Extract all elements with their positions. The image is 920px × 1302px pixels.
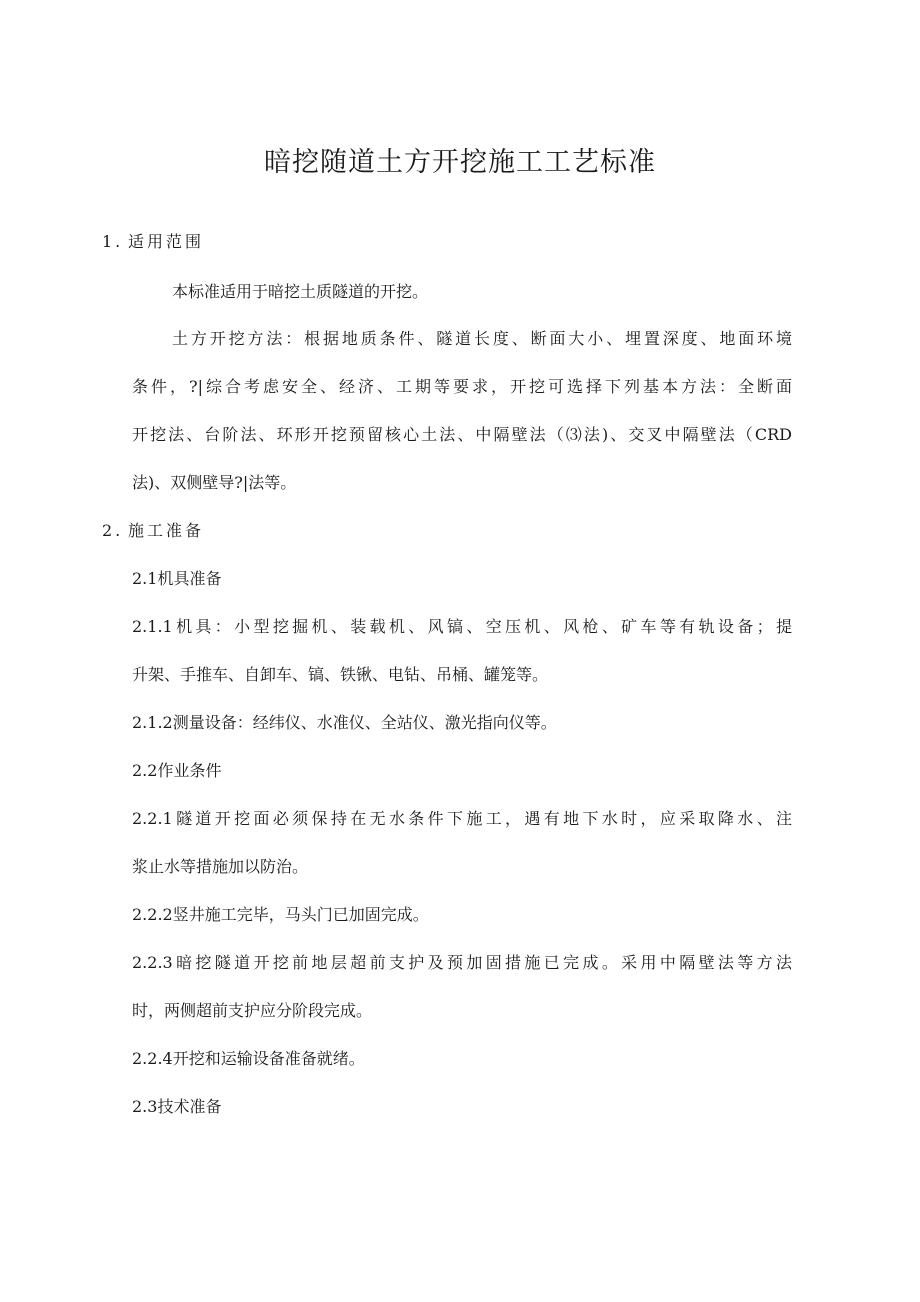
section-title: 适用范围 (128, 232, 205, 251)
paragraph-line: 升架、手推车、自卸车、镐、铁锹、电钻、吊桶、罐笼等。 (132, 665, 549, 684)
paragraph-line: 法)、双侧壁导?|法等。 (132, 473, 297, 492)
section-title: 施工准备 (128, 521, 205, 540)
paragraph-line: 2.2.1隧道开挖面必须保持在无水条件下施工，遇有地下水时，应采取降水、注 (132, 809, 792, 828)
section-number: 2. (102, 521, 124, 540)
paragraph-line: 时，两侧超前支护应分阶段完成。 (132, 1001, 373, 1020)
paragraph-line: 2.2.4开挖和运输设备准备就绪。 (132, 1049, 365, 1068)
paragraph-line: 2.1.2测量设备：经纬仪、水准仪、全站仪、激光指向仪等。 (132, 713, 557, 732)
paragraph-line: 2.2.2竖井施工完毕，马头门已加固完成。 (132, 905, 429, 924)
section-2-heading (102, 518, 792, 544)
paragraph-line: 2.1.1机具：小型挖掘机、装载机、风镐、空压机、风枪、矿车等有轨设备；提 (132, 617, 792, 636)
document-title: 暗挖随道土方开挖施工工艺标准 (264, 147, 656, 178)
subsection-heading: 2.1机具准备 (132, 569, 222, 588)
paragraph-line: 条件，?|综合考虑安全、经济、工期等要求，开挖可选择下列基本方法：全断面 (132, 377, 792, 396)
paragraph-line: 2.2.3暗挖隧道开挖前地层超前支护及预加固措施已完成。采用中隔壁法等方法 (132, 953, 792, 972)
section-number: 1. (102, 232, 124, 251)
subsection-heading: 2.2作业条件 (132, 761, 222, 780)
subsection-heading: 2.3技术准备 (132, 1097, 222, 1116)
section-1-heading (102, 229, 792, 255)
paragraph-line: 土方开挖方法：根据地质条件、隧道长度、断面大小、埋置深度、地面环境 (172, 329, 792, 348)
paragraph-line: 开挖法、台阶法、环形开挖预留核心土法、中隔壁法（⑶法)、交叉中隔壁法（CRD (132, 425, 792, 444)
paragraph-line: 浆止水等措施加以防治。 (132, 857, 309, 876)
paragraph-line: 本标准适用于暗挖土质隧道的开挖。 (172, 282, 429, 301)
